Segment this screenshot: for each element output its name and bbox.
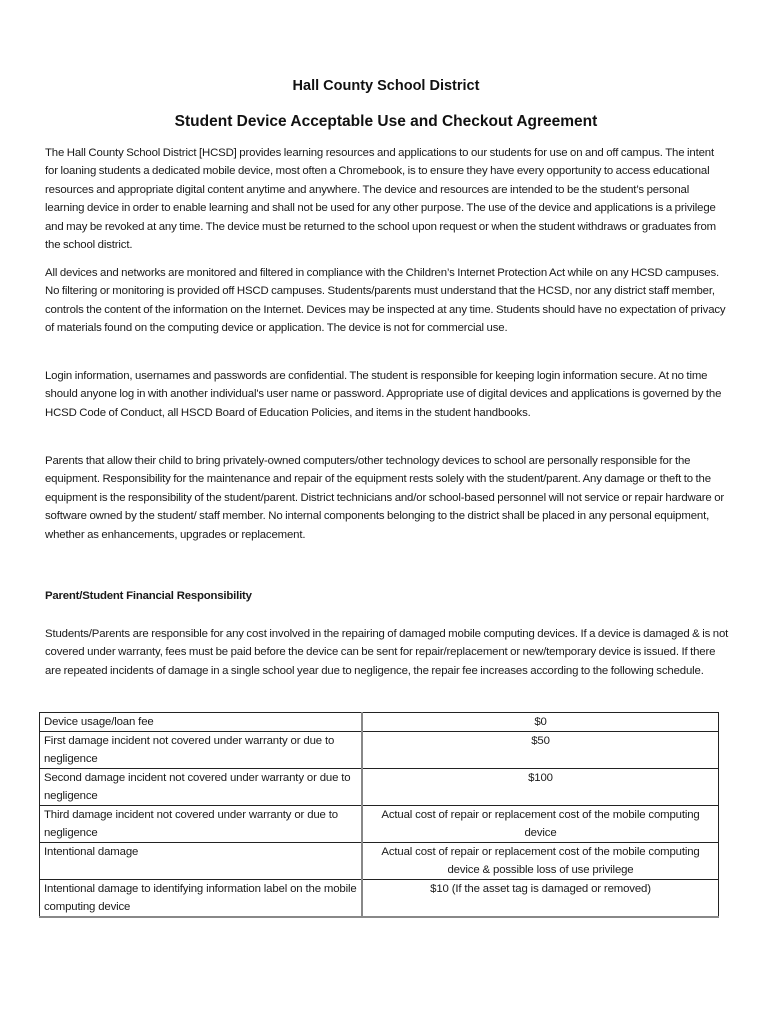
table-row xyxy=(40,769,719,806)
fee-amount: $10 (If the asset tag is damaged or removed) xyxy=(362,880,719,918)
fee-amount: $0 xyxy=(362,713,719,732)
table-row xyxy=(40,806,719,843)
fee-description: Device usage/loan fee xyxy=(40,713,363,732)
fee-amount: $50 xyxy=(362,732,719,769)
fee-amount: Actual cost of repair or replacement cost of the mobile computing device & possible loss of use privilege xyxy=(362,843,719,880)
agreement-title: Student Device Acceptable Use and Checkout Agreement xyxy=(174,113,598,130)
district-title: Hall County School District xyxy=(292,78,480,94)
fee-description: Intentional damage xyxy=(40,843,363,880)
personal-devices-paragraph: Parents that allow their child to bring privately-owned computers/other technology devices to school are personally responsible for the equipment. Responsibility for the maintenance and repair of the equipment rests solely with the student/parent. Any damage or theft to the equipment is the responsibility of the student/parent. District technicians and/or school-based personnel will not service or repair hardware or software owned by the student/ staff member. No internal components belonging to the district shall be placed in any personal equipment, whether as enhancements, upgrades or replacement. xyxy=(45,455,725,541)
table-row xyxy=(40,732,719,769)
table-row xyxy=(40,713,719,732)
intro-paragraph: The Hall County School District [HCSD] provides learning resources and applications to our students for use on and off campus. The intent for loaning students a dedicated mobile device, most often a Chromebook, is to ensure they have every opportunity to access educational resources and appropriate digital content anytime and anywhere. The device and resources are intended to be the student’s personal learning device in order to enable learning and shall not be used for any other purpose. The use of the device and applications is a privilege and may be revoked at any time. The device must be returned to the school upon request or when the student withdraws or graduates from the school district. xyxy=(45,147,717,252)
financial-responsibility-paragraph: Students/Parents are responsible for any cost involved in the repairing of damaged mobile computing devices. If a device is damaged & is not covered under warranty, fees must be paid before the device can be sent for repair/replacement or new/temporary device is issued. If there are repeated incidents of damage in a single school year due to negligence, the repair fee increases according to the following schedule. xyxy=(45,628,729,677)
table-row xyxy=(40,843,719,880)
fee-amount: Actual cost of repair or replacement cost of the mobile computing device xyxy=(362,806,719,843)
fee-description: Second damage incident not covered under warranty or due to negligence xyxy=(40,769,363,806)
fee-description: Intentional damage to identifying information label on the mobile computing device xyxy=(40,880,363,918)
financial-responsibility-heading: Parent/Student Financial Responsibility xyxy=(45,590,252,602)
fee-amount: $100 xyxy=(362,769,719,806)
fee-description: First damage incident not covered under warranty or due to negligence xyxy=(40,732,363,769)
table-row xyxy=(40,880,719,918)
fee-description: Third damage incident not covered under warranty or due to negligence xyxy=(40,806,363,843)
fee-schedule-table xyxy=(39,712,719,918)
monitoring-paragraph: All devices and networks are monitored and filtered in compliance with the Children’s Internet Protection Act while on any HCSD campuses. No filtering or monitoring is provided off HSCD campuses. Students/parents must understand that the HCSD, nor any district staff member, controls the content of the information on the Internet. Devices may be inspected at any time. Students should have no expectation of privacy of materials found on the computing device or application. The device is not for commercial use. xyxy=(45,267,726,335)
login-paragraph: Login information, usernames and passwords are confidential. The student is responsible for keeping login information secure. At no time should anyone log in with another individual's user name or password. Appropriate use of digital devices and applications is governed by the HCSD Code of Conduct, all HSCD Board of Education Policies, and items in the student handbooks. xyxy=(45,370,722,419)
